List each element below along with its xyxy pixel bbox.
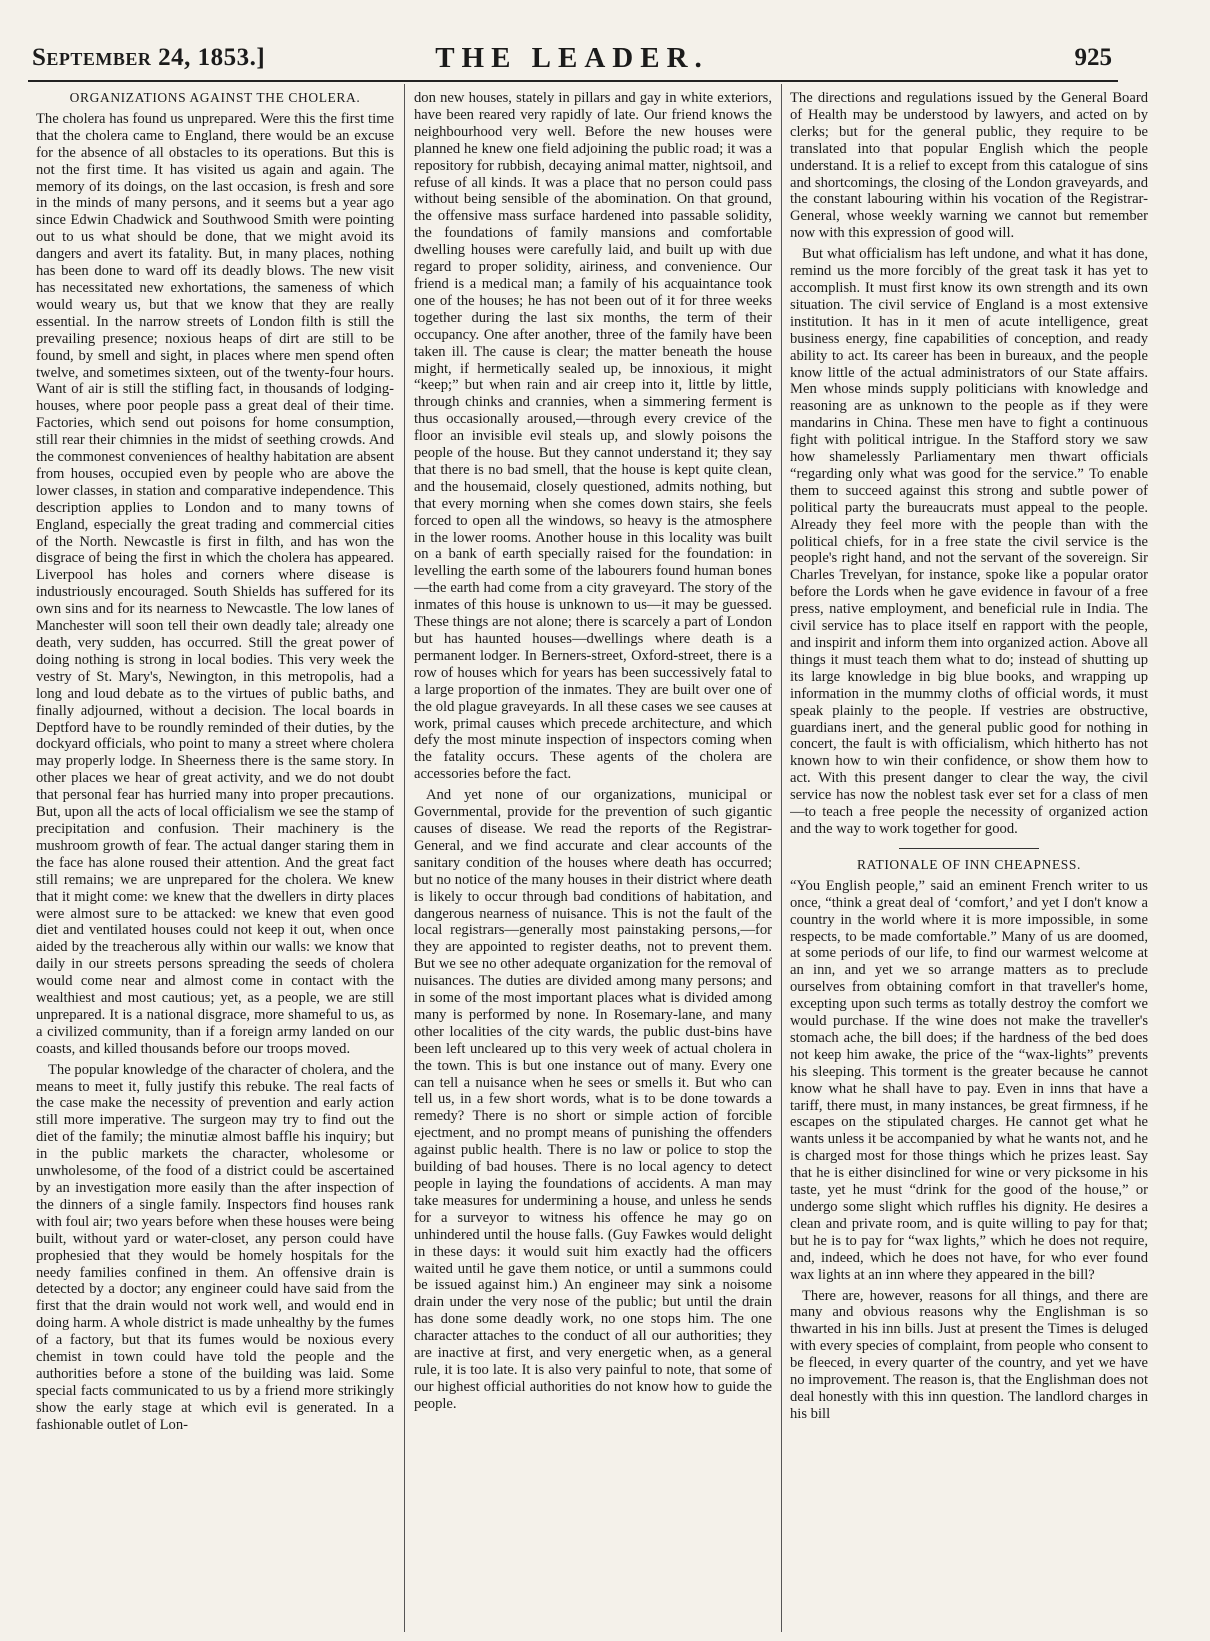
article-paragraph: “You English people,” said an eminent French writer to us once, “think a great deal of ‘comfort,’ and yet I don't know a country in the world where it is more impossible, in some respects, to be made comfortable.” Many of us are doomed, at some periods of our life, to find our warmest welcome at an inn, and yet we so arrange matters as to preclude ourselves from obtaining comfort in that traveller's home, excepting upon such terms as totally destroy the comfort we would purchase. If the wine does not make the traveller's stomach ache, the bill does; if the hardness of the bed does not keep him awake, the price of the “wax-lights” prevents his sleeping. This torment is the greater because he cannot know what he shall have to pay. Even in inns that have a tariff, there must, in many instances, be great firmness, if he escapes on the stipulated charges. He cannot get what he wants unless it be accompanied by what he wants not, and he is charged most for those things which he prizes least. Say that he is either disinclined for wine or very picksome in his taste, yet he must “drink for the good of the house,” or undergo some slight which ruffles his dignity. He desires a clean and private room, and is quite willing to pay for that; but he is to pay for “wax lights,” which he does not require, and, indeed, which he does not have, for who ever found wax lights at an inn where they appeared in the bill? [790, 877, 1148, 1283]
article-paragraph: But what officialism has left undone, and what it has done, remind us the more forcibly of the great task it has yet to accomplish. It must first know its own strength and its own situation. The civil service of England is a most extensive institution. It has in it men of acute intelligence, great business energy, fine capabilities of conception, and ready ability to act. Its career has been in bureaux, and the people know little of the actual administrators of our State affairs. Men whose minds supply politicians with knowledge and reasoning are as unknown to the people as if they were mandarins in China. These men have to fight a continuous fight with political intrigue. In the Stafford story we saw how shamelessly Parliamentary men thwart officials “regarding only what was good for the service.” To enable them to succeed against this strong and subtle power of political party the bureaucrats must appeal to the people. Already they feel more with the people than with the political chiefs, for in a free state the civil service is the people's right hand, and not the servant of the sovereign. Sir Charles Trevelyan, for instance, spoke like a popular orator before the Lords when he gave evidence in favour of a free press, native employment, and beneficial rule in India. The civil service has to place itself en rapport with the people, and inspirit and inform them into organized action. Above all things it must teach them what to do; instead of shutting up its large knowledge in big blue books, and wrapping up information in the mummy cloths of official words, it must speak plainly to the people. If vestries are obstructive, guardians inert, and the general public good for nothing in concert, the fault is with officialism, which hitherto has not known how to win their confidence, or show them how to act. With this present danger to clear the way, the civil service has now the noblest task ever set for a class of men—to teach a free people the necessity of organized action and the way to work together for good. [790, 246, 1148, 837]
column-divider [404, 84, 405, 1632]
article-heading: ORGANIZATIONS AGAINST THE CHOLERA. [69, 90, 361, 105]
article-paragraph: And yet none of our organizations, municipal or Governmental, provide for the prevention of such gigantic causes of disease. We read the reports of the Registrar-General, and we find accurate and clear accounts of the sanitary condition of the houses where death has occurred; but no notice of the many houses in their district where death is likely to occur through bad conditions of habitation, and dangerous nearness of nuisance. This is not the fault of the local registrars—generally most painstaking persons,—for they are appointed to register deaths, not to prevent them. But we see no other adequate organization for the removal of nuisances. The duties are divided among many persons; and in some of the most important places what is divided among many is performed by none. In Rosemary-lane, and many other localities of the city wards, the public dust-bins have been left uncleared up to this very week of actual cholera in the town. This is but one instance out of many. Every one can tell a nuisance when he sees or smells it. But who can tell us, in a few short words, what is to be done towards a remedy? There is no short or simple action of forcible ejectment, and no prompt means of punishing the offenders against public health. There is no law or police to stop the building of bad houses. There is no local agency to detect people in laying the foundations of accidents. A man may take measures for undermining a house, and unless he sends for a surveyor to witness his offence he may go on unhindered until the house falls. (Guy Fawkes would delight in these days: it would suit him exactly had the officers waited until he gave them notice, or until a summons could be issued against him.) An engineer may sink a noisome drain under the very nose of the public; but until the drain has done some deadly work, no one stops him. The one character attaches to the conduct of all our authorities; they are inactive at first, and very energetic when, as a general rule, it is too late. It is also very painful to note, that some of our highest official authorities do not know how to guide the people. [414, 787, 772, 1412]
article-paragraph: The cholera has found us unprepared. Were this the first time that the cholera came to England, there would be an excuse for the absence of all obstacles to its operations. But this is not the first time. It has visited us again and again. The memory of its doings, on the last occasion, is fresh and sore in the minds of many persons, and it seems but a year ago since Edwin Chadwick and Southwood Smith were pointing out to us what should be done, that we might avoid its dangers and avert its fatality. But, in many places, nothing has been done to ward off its deadly blows. The new visit has necessitated new exhortations, the sameness of which would weary us, but that we know that they are really essential. In the narrow streets of London filth is still the prevailing presence; noxious heaps of dirt are still to be found, by smell and sight, in places where men spend often twelve, and sometimes sixteen, out of the twenty-four hours. Want of air is still the stifling fact, in thousands of lodging-houses, where poor people pass a great deal of their time. Factories, which send out poisons for home consumption, still rear their chimnies in the midst of seething crowds. And the commonest conveniences of healthy habitation are absent from houses, occupied even by people who are above the lower classes, in station and comparative independence. This description applies to London and to many towns of England, especially the great trading and commercial cities of the North. Newcastle is first in filth, and has won the disgrace of being the first in which the cholera has appeared. Liverpool has holes and corners where disease is industriously encouraged. South Shields has suffered for its own sins and for its nearness to Newcastle. The low lanes of Manchester will soon tell their own deadly tale; already one death, very sudden, has occurred. Still the great power of doing nothing is strong in local bodies. This very week the vestry of St. Mary's, Newington, in this metropolis, had a long and loud debate as to the virtues of public baths, and finally adjourned, without a decision. The local boards in Deptford have to be roundly reminded of their duties, by the dockyard officials, who point to many a street where cholera may properly lodge. In Sheerness there is the same story. In other places we hear of great activity, and we do not doubt that personal fear has hurried many into proper precautions. But, upon all the acts of local officialism we see the stamp of precipitation and confusion. Their machinery is the mushroom growth of fear. The actual danger staring them in the face has alone roused their attention. And the great fact still remains; we are unprepared for the cholera. We knew that it might come: we knew that the dwellers in dirty places were almost sure to be attacked: we knew that even good diet and ventilated houses could not keep it out, when once aided by the treacherous ally within our walls: we know that daily in our streets persons spreading the seeds of cholera would come near and almost come in contact with the wealthiest and most cautious; yet, as a people, we are still unprepared. It is a national disgrace, more shameful to us, as a civilized community, than if a foreign army landed on our coasts, and killed thousands before our troops moved. [36, 110, 394, 1057]
newspaper-title: THE LEADER. [435, 42, 709, 74]
column-3 [790, 90, 1148, 1630]
article-paragraph: The directions and regulations issued by the General Board of Health may be understood by lawyers, and acted on by clerks; but for the general public, they require to be translated into that popular English which the people understand. It is a relief to except from this catalogue of sins and shortcomings, the closing of the London graveyards, and the constant labouring within his vocation of the Registrar-General, whose weekly warning we cannot but remember now with this expression of good will. [790, 90, 1148, 242]
article-paragraph: The popular knowledge of the character of cholera, and the means to meet it, fully justify this rebuke. The real facts of the case make the necessity of prevention and early action still more imperative. The surgeon may try to find out the diet of the family; the minutiæ almost baffle his inquiry; but in the public markets the character, wholesome or unwholesome, of the food of a district could be ascertained by an investigation more easily than the after inspection of the dinners of a single family. Inspectors find houses rank with foul air; two years before when these houses were being built, without yard or water-closet, any person could have prophesied that they would be homely hospitals for the needy families confined in them. An offensive drain is detected by a doctor; any engineer could have said from the first that the drain would not work well, and would end in doing harm. A whole district is made unhealthy by the fumes of a factory, but that its fumes would be noxious every chemist in town could have told the people and the authorities before a stone of the building was laid. Some special facts communicated to us by a friend more strikingly show the early stage at which evil is generated. In a fashionable outlet of Lon- [36, 1061, 394, 1433]
section-divider [899, 848, 1039, 849]
column-2 [414, 90, 772, 1630]
article-paragraph: There are, however, reasons for all things, and there are many and obvious reasons why the Englishman is so thwarted in his inn bills. Just at present the Times is deluged with every species of complaint, from people who consent to be fleeced, in every quarter of the country, and yet we have no improvement. The reason is, that the Englishman does not deal honestly with this inn question. The landlord charges in his bill [790, 1287, 1148, 1422]
column-1 [36, 90, 394, 1630]
masthead-rule [28, 80, 1118, 82]
masthead [28, 38, 1116, 78]
issue-date: September 24, 1853.] [32, 44, 266, 71]
page-number: 925 [1074, 44, 1112, 71]
article-paragraph: don new houses, stately in pillars and gay in white exteriors, have been reared very rapidly of late. Our friend knows the neighbourhood very well. Before the new houses were planned he knew one field adjoining the public road; it was a repository for rubbish, decaying animal matter, nightsoil, and refuse of all kinds. It was a place that no person could pass without being sensible of the abomination. On that ground, the offensive mass surface hardened into passable solidity, the foundations of family mansions and comfortable dwelling houses were carefully laid, and built up with due regard to proper solidity, airiness, and convenience. Our friend is a medical man; a family of his acquaintance took one of the houses; he has not been out of it for three weeks together during the last six months, the term of their occupancy. One after another, three of the family have been taken ill. The cause is clear; the matter beneath the house might, if hermetically sealed up, be innoxious, it might “keep;” but when rain and air creep into it, little by little, through chinks and crannies, when a simmering ferment is thus occasionally aroused,—through every crevice of the floor an invisible evil steals up, and slowly poisons the people of the house. But they cannot understand it; they say that there is no bad smell, that the house is kept quite clean, and the housemaid, closely questioned, admits nothing, but that every morning when she comes down stairs, she feels forced to open all the windows, so heavy is the atmosphere in the lower rooms. Another house in this locality was built on a bank of earth specially raised for the foundation: in levelling the earth some of the labourers found human bones—the earth had come from a city graveyard. The story of the inmates of this house is unknown to us—it may be guessed. These things are not alone; there is scarcely a part of London but has haunted houses—dwellings where death is a permanent lodger. In Berners-street, Oxford-street, there is a row of houses which for years has been successively fatal to a large proportion of the inmates. They are built over one of the old plague graveyards. In all these cases we see causes at work, primal causes which precede architecture, and which defy the most minute inspection of inspectors coming when the fatality occurs. These agents of the cholera are accessories before the fact. [414, 90, 772, 783]
article-heading: RATIONALE OF INN CHEAPNESS. [857, 856, 1081, 872]
column-divider [781, 84, 782, 1632]
